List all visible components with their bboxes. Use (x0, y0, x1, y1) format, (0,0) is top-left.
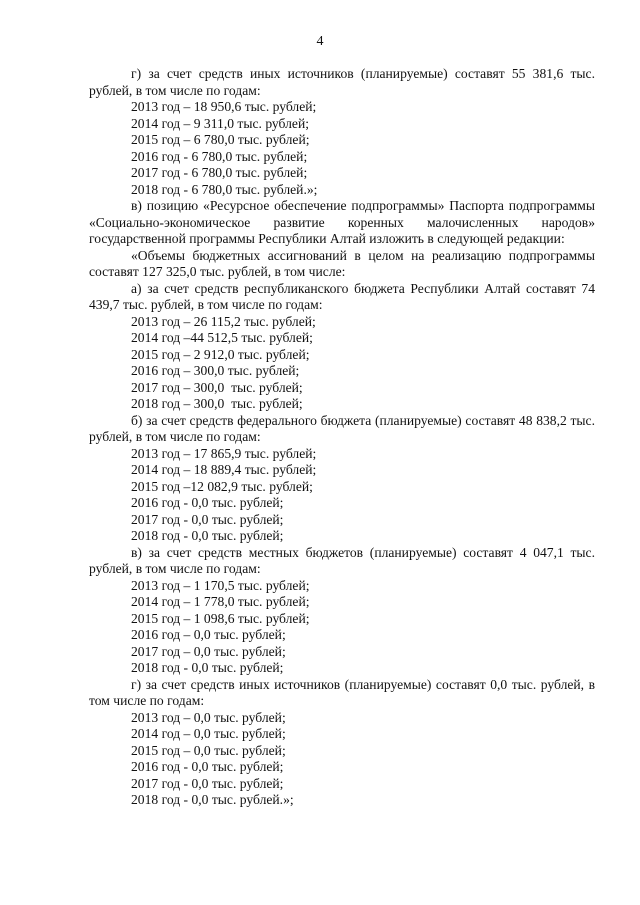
year-line: 2018 год - 0,0 тыс. рублей; (131, 528, 284, 543)
year-line: 2014 год – 18 889,4 тыс. рублей; (131, 462, 317, 477)
year-line: 2013 год – 1 170,5 тыс. рублей; (131, 577, 310, 593)
paragraph: в) за счет средств местных бюджетов (планируемые) составят 4 047,1 тыс. рублей, в том числе по годам: (89, 544, 595, 576)
paragraph: б) за счет средств федерального бюджета (планируемые) составят 48 838,2 тыс. рублей, в том числе по годам: (89, 412, 595, 444)
paragraph: г) за счет средств иных источников (планируемые) составят 0,0 тыс. рублей, в том числе по годам: (89, 676, 595, 708)
document-body (89, 66, 595, 809)
year-line: 2017 год - 0,0 тыс. рублей; (131, 775, 284, 791)
paragraph: а) за счет средств республиканского бюджета Республики Алтай составят 74 439,7 тыс. рублей, в том числе по годам: (89, 280, 595, 312)
year-line: 2013 год – 18 950,6 тыс. рублей; (131, 99, 317, 114)
year-line: 2016 год – 300,0 тыс. рублей; (131, 363, 300, 378)
year-line: 2017 год – 0,0 тыс. рублей; (131, 643, 286, 659)
year-line: 2017 год - 6 780,0 тыс. рублей; (131, 165, 308, 180)
paragraph: в) позицию «Ресурсное обеспечение подпрограммы» Паспорта подпрограммы «Социально-экономическое развитие коренных малочисленных народов» государственной программы Республики Алтай изложить в следующей редакции: (89, 198, 595, 246)
year-line: 2013 год – 0,0 тыс. рублей; (131, 709, 286, 725)
year-line: 2018 год - 0,0 тыс. рублей; (131, 660, 284, 675)
year-line: 2014 год – 0,0 тыс. рублей; (131, 726, 286, 741)
year-line: 2017 год - 0,0 тыс. рублей; (131, 511, 284, 527)
year-line: 2015 год –12 082,9 тыс. рублей; (131, 478, 313, 494)
year-line: 2015 год – 1 098,6 тыс. рублей; (131, 610, 310, 626)
year-line: 2016 год - 0,0 тыс. рублей; (131, 495, 284, 510)
year-line: 2014 год –44 512,5 тыс. рублей; (131, 330, 313, 345)
page-number: 4 (316, 34, 324, 49)
year-line: 2013 год – 26 115,2 тыс. рублей; (131, 313, 316, 329)
paragraph: «Объемы бюджетных ассигнований в целом на реализацию подпрограммы составят 127 325,0 тыс. рублей, в том числе: (89, 247, 595, 279)
year-line: 2016 год – 0,0 тыс. рублей; (131, 627, 286, 642)
year-line: 2017 год – 300,0 тыс. рублей; (131, 379, 303, 395)
year-line: 2018 год - 0,0 тыс. рублей.»; (131, 792, 294, 807)
year-line: 2016 год - 0,0 тыс. рублей; (131, 759, 284, 774)
year-line: 2014 год – 9 311,0 тыс. рублей; (131, 115, 309, 131)
year-line: 2014 год – 1 778,0 тыс. рублей; (131, 594, 310, 609)
year-line: 2016 год - 6 780,0 тыс. рублей; (131, 148, 308, 164)
year-line: 2018 год - 6 780,0 тыс. рублей.»; (131, 181, 318, 197)
year-line: 2015 год – 0,0 тыс. рублей; (131, 742, 286, 758)
year-line: 2015 год – 2 912,0 тыс. рублей; (131, 346, 310, 362)
year-line: 2015 год – 6 780,0 тыс. рублей; (131, 132, 310, 147)
year-line: 2013 год – 17 865,9 тыс. рублей; (131, 445, 317, 461)
year-line: 2018 год – 300,0 тыс. рублей; (131, 396, 303, 411)
paragraph: г) за счет средств иных источников (планируемые) составят 55 381,6 тыс. рублей, в том числе по годам: (89, 66, 595, 98)
